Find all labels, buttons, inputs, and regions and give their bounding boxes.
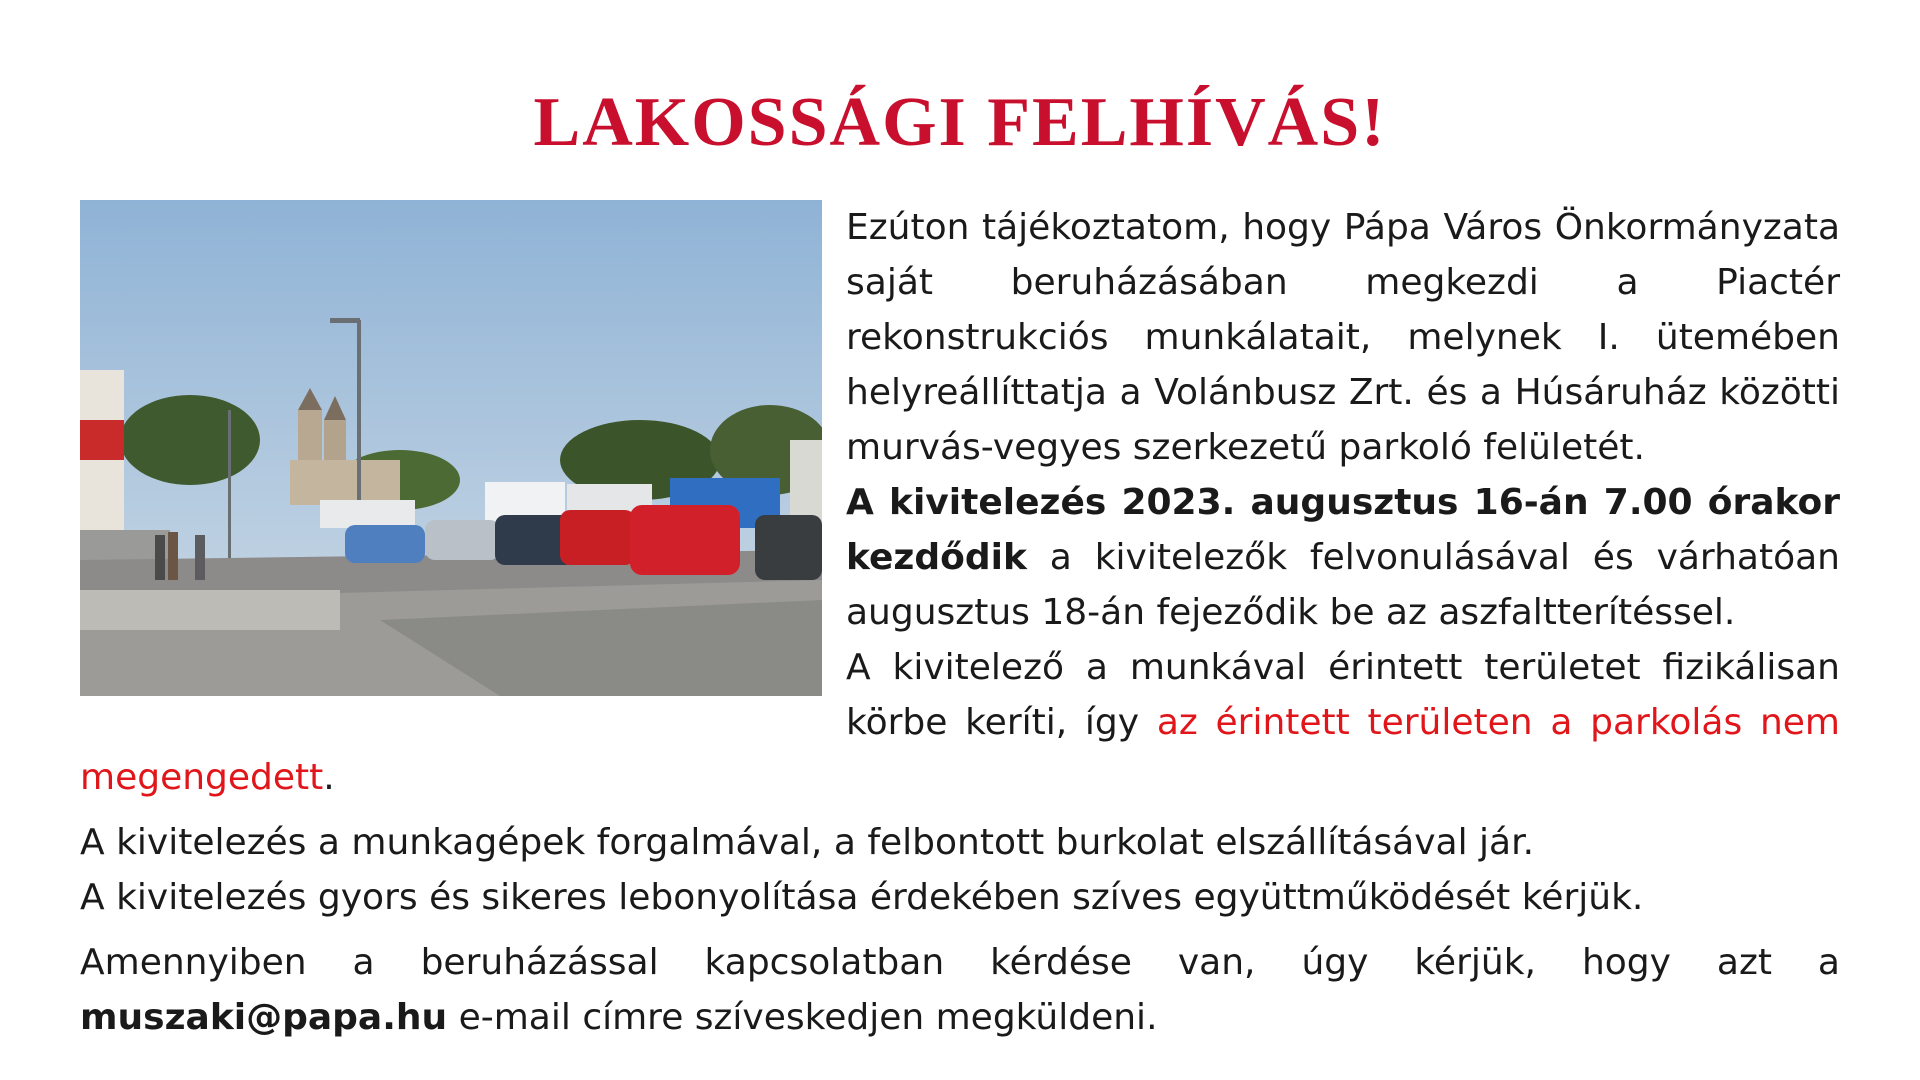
fencing-end: .: [323, 757, 335, 798]
notice-body: [80, 200, 1840, 1045]
parking-prohibited-warning: az érintett területen a parkolás nem megengedett: [80, 702, 1840, 798]
paragraph-cooperation: A kivitelezés gyors és sikeres lebonyolítása érdekében szíves együttműködését kérjük.: [80, 877, 1644, 918]
schedule-highlight: A kivitelezés 2023. augusztus 16-án 7.00 órakor kezdődik: [846, 482, 1840, 578]
email-address[interactable]: muszaki@papa.hu: [80, 997, 448, 1038]
paragraph-contact: [80, 935, 1840, 1045]
paragraph-traffic: A kivitelezés a munkagépek forgalmával, a felbontott burkolat elszállításával jár.: [80, 822, 1535, 863]
fencing-start: A kivitelező a munkával érintett területet fizikálisan körbe keríti, így: [846, 647, 1840, 743]
schedule-rest: a kivitelezők felvonulásával és várhatóan augusztus 18-án fejeződik be az aszfaltterítéssel.: [846, 537, 1840, 633]
page-title: LAKOSSÁGI FELHÍVÁS!: [533, 84, 1387, 161]
contact-start: Amennyiben a beruházással kapcsolatban kérdése van, úgy kérjük, hogy azt a: [80, 942, 1840, 983]
parking-lot-photo: [80, 200, 822, 696]
contact-end: e-mail címre szíveskedjen megküldeni.: [447, 997, 1158, 1038]
paragraph-intro: Ezúton tájékoztatom, hogy Pápa Város Önkormányzata saját beruházásában megkezdi a Piactér rekonstrukciós munkálatait, melynek I. ütemében helyreállíttatja a Volánbusz Zrt. és a Húsáruház közötti murvás-vegyes szerkezetű parkoló felületét.: [846, 207, 1840, 468]
